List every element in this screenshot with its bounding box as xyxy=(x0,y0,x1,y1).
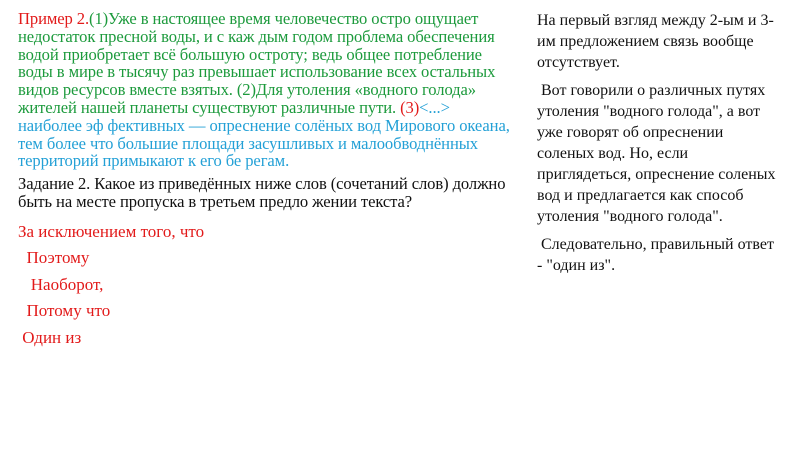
sentence-3-number: (3) xyxy=(396,97,420,117)
option-3 xyxy=(18,272,513,299)
left-column xyxy=(18,10,513,351)
explanation-paragraph-3: Следовательно, правильный ответ - "один из". xyxy=(537,236,778,274)
option-1 xyxy=(18,219,513,246)
option-5 xyxy=(18,325,513,352)
option-1-label: За исключением того, что xyxy=(18,221,205,241)
gap-marker: <...> xyxy=(419,97,450,117)
answer-options xyxy=(18,219,513,352)
explanation-paragraph-2: Вот говорили о различных путях утоления "водного голода", а вот уже говорят об опреснении соленых вод. Но, если приглядеться, опреснение соленых вод и предлагается как способ утоления "водного голода". xyxy=(537,82,780,225)
option-3-label: Наоборот, xyxy=(18,274,104,294)
option-2-label: Поэтому xyxy=(18,248,90,268)
task-question: Задание 2. Какое из приведённых ниже слов (сочетаний слов) должно быть на месте пропуска в третьем предло жении текста? xyxy=(18,174,506,211)
option-4-label: Потому что xyxy=(18,301,111,321)
example-text xyxy=(18,10,513,170)
explanation-paragraph-1: На первый взгляд между 2-ым и 3-им предложением связь вообще отсутствует. xyxy=(537,12,774,71)
option-5-label: Один из xyxy=(18,327,82,347)
example-label: Пример 2. xyxy=(18,9,90,28)
explanation-column xyxy=(537,10,782,283)
option-4 xyxy=(18,298,513,325)
sentences-1-2: (1)Уже в настоящее время человечество остро ощущает недостаток пресной воды, и с каж дым годом проблема обеспечения водой приобретает всё большую остроту; ведь общее потребление воды в мире в тысячу раз превышает использование всех остальных видов ресурсов вместе взятых. (2)Для утоления «водного голода» жителей нашей планеты существуют различные пути. xyxy=(18,9,496,117)
sentence-3-text: наиболее эф фективных — опреснение солёных вод Мирового океана, тем более что большие площади засушливых и малообводнённых территорий примыкают к его бе регам. xyxy=(18,115,510,171)
option-2 xyxy=(18,245,513,272)
